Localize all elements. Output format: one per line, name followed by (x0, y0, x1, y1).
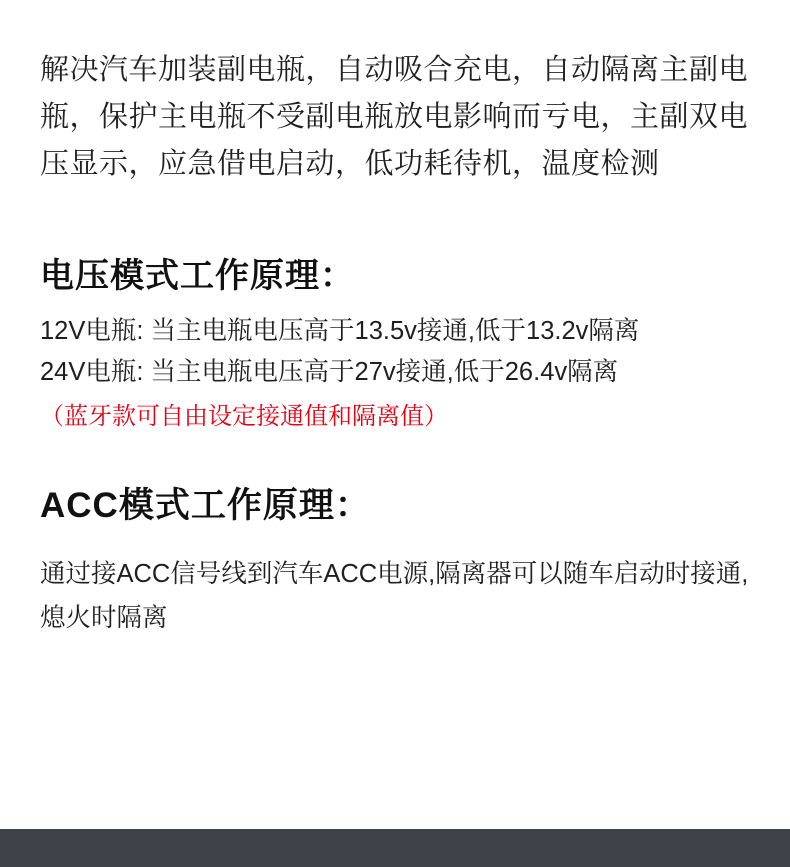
voltage-mode-heading: 电压模式工作原理： (40, 256, 355, 295)
footer-bar (0, 829, 790, 867)
voltage-spec-24v: 24V电瓶: 当主电瓶电压高于27v接通,低于26.4v隔离 (40, 358, 619, 387)
voltage-mode-section (40, 248, 750, 436)
bluetooth-note: （蓝牙款可自由设定接通值和隔离值） (40, 402, 448, 430)
voltage-spec-12v: 12V电瓶: 当主电瓶电压高于13.5v接通,低于13.2v隔离 (40, 316, 640, 345)
acc-mode-heading: ACC模式工作原理： (40, 485, 371, 525)
intro-paragraph: 解决汽车加装副电瓶，自动吸合充电，自动隔离主副电瓶，保护主电瓶不受副电瓶放电影响而亏电，主副双电压显示，应急借电启动，低功耗待机，温度检测 (40, 54, 749, 180)
product-description-page (0, 29, 790, 867)
acc-mode-section (40, 478, 750, 640)
acc-mode-body: 通过接ACC信号线到汽车ACC电源,隔离器可以随车启动时接通,熄火时隔离 (40, 560, 749, 632)
